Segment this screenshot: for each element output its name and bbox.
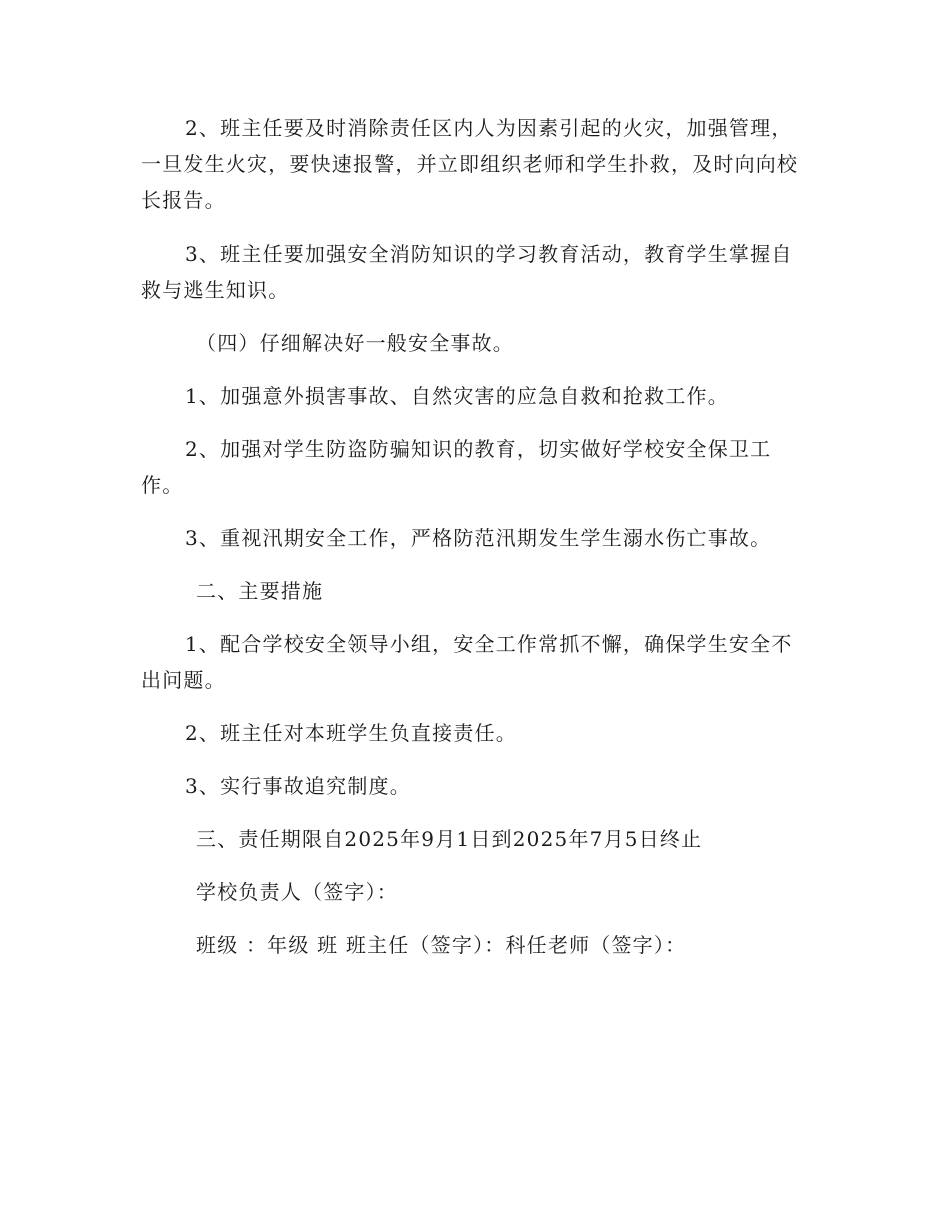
paragraph-flood-safety: 3、重视汛期安全工作，严格防范汛期发生学生溺水伤亡事故。: [185, 526, 772, 550]
paragraph-fire-handling: 2、班主任要及时消除责任区内人为因素引起的火灾，加强管理，一旦发生火灾，要快速报警，并立即组织老师和学生扑救，及时向向校长报告。: [141, 116, 799, 212]
paragraph-anti-theft-education: 2、加强对学生防盗防骗知识的教育，切实做好学校安全保卫工作。: [141, 437, 772, 497]
paragraph-safety-group: 1、配合学校安全领导小组，安全工作常抓不懈，确保学生安全不出问题。: [141, 632, 793, 692]
section-heading-responsibility-period: 三、责任期限自2025年9月1日到2025年7月5日终止: [196, 827, 703, 851]
signature-line-class-teachers: 班级 ：年级 班 班主任（签字）：科任老师（签字）：: [196, 933, 687, 957]
paragraph-emergency-rescue: 1、加强意外损害事故、自然灾害的应急自救和抢救工作。: [185, 384, 729, 408]
signature-line-school-head: 学校负责人（签字）：: [196, 880, 398, 904]
paragraph-fire-education: 3、班主任要加强安全消防知识的学习教育活动，教育学生掌握自救与逃生知识。: [141, 242, 793, 302]
section-heading-general-accidents: （四）仔细解决好一般安全事故。: [196, 331, 514, 355]
paragraph-accountability: 3、实行事故追究制度。: [185, 774, 411, 798]
section-heading-main-measures: 二、主要措施: [196, 579, 324, 603]
paragraph-direct-responsibility: 2、班主任对本班学生负直接责任。: [185, 721, 517, 745]
